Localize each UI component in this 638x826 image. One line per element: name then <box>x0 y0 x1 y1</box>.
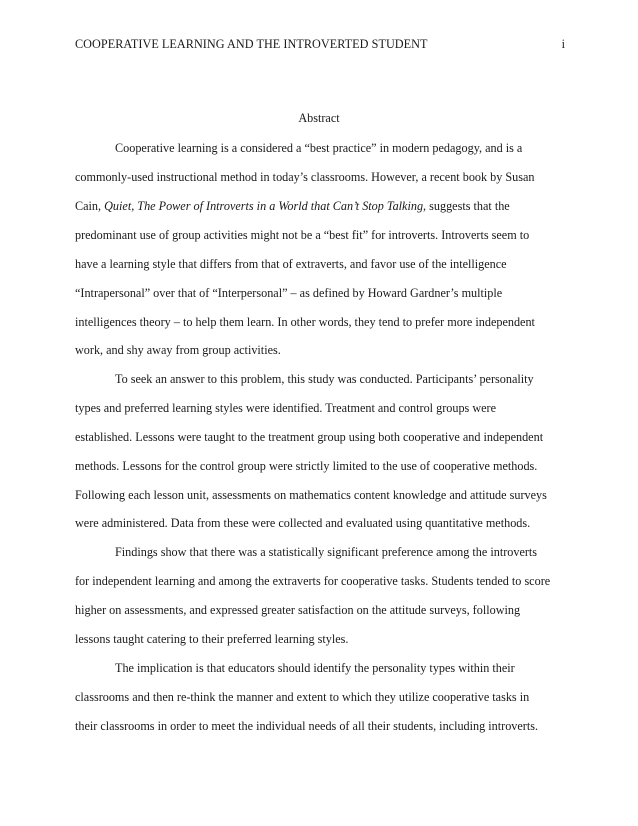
page-number: i <box>561 37 565 51</box>
abstract-heading: Abstract <box>298 111 340 125</box>
abstract-line: predominant use of group activities might not be a “best fit” for introverts. Introverts seem to <box>75 228 530 242</box>
abstract-line: To seek an answer to this problem, this study was conducted. Participants’ personality <box>115 372 534 386</box>
abstract-line: higher on assessments, and expressed greater satisfaction on the attitude surveys, following <box>75 603 521 617</box>
abstract-line: “Intrapersonal” over that of “Interpersonal” – as defined by Howard Gardner’s multiple <box>75 286 503 300</box>
abstract-line: were administered. Data from these were collected and evaluated using quantitative methods. <box>75 516 531 530</box>
abstract-line: for independent learning and among the extraverts for cooperative tasks. Students tended to score <box>75 574 551 588</box>
running-head-title: COOPERATIVE LEARNING AND THE INTROVERTED STUDENT <box>75 37 428 51</box>
abstract-line: Following each lesson unit, assessments on mathematics content knowledge and attitude surveys <box>75 488 547 502</box>
abstract-line: The implication is that educators should identify the personality types within their <box>115 661 515 675</box>
abstract-line: work, and shy away from group activities. <box>75 343 281 357</box>
book-title: Quiet, The Power of Introverts in a World that Can’t Stop Talking <box>104 199 424 213</box>
abstract-line: Findings show that there was a statistically significant preference among the introverts <box>115 545 538 559</box>
abstract-line: commonly-used instructional method in today’s classrooms. However, a recent book by Susan <box>75 170 535 184</box>
abstract-line: classrooms and then re-think the manner and extent to which they utilize cooperative tasks in <box>75 690 530 704</box>
abstract-line: established. Lessons were taught to the treatment group using both cooperative and independent <box>75 430 544 444</box>
abstract-line: types and preferred learning styles were identified. Treatment and control groups were <box>75 401 497 415</box>
abstract-line-with-book-title <box>75 198 510 214</box>
line-text: Cain, <box>75 199 105 213</box>
abstract-line: lessons taught catering to their preferred learning styles. <box>75 632 349 646</box>
line-text: , suggests that the <box>423 199 510 213</box>
abstract-line: have a learning style that differs from that of extraverts, and favor use of the intelligence <box>75 257 507 271</box>
abstract-line: their classrooms in order to meet the individual needs of all their students, including introverts. <box>75 719 539 733</box>
abstract-line: intelligences theory – to help them learn. In other words, they tend to prefer more independent <box>75 315 535 329</box>
abstract-line: Cooperative learning is a considered a “best practice” in modern pedagogy, and is a <box>115 141 523 155</box>
abstract-line: methods. Lessons for the control group were strictly limited to the use of cooperative methods. <box>75 459 538 473</box>
